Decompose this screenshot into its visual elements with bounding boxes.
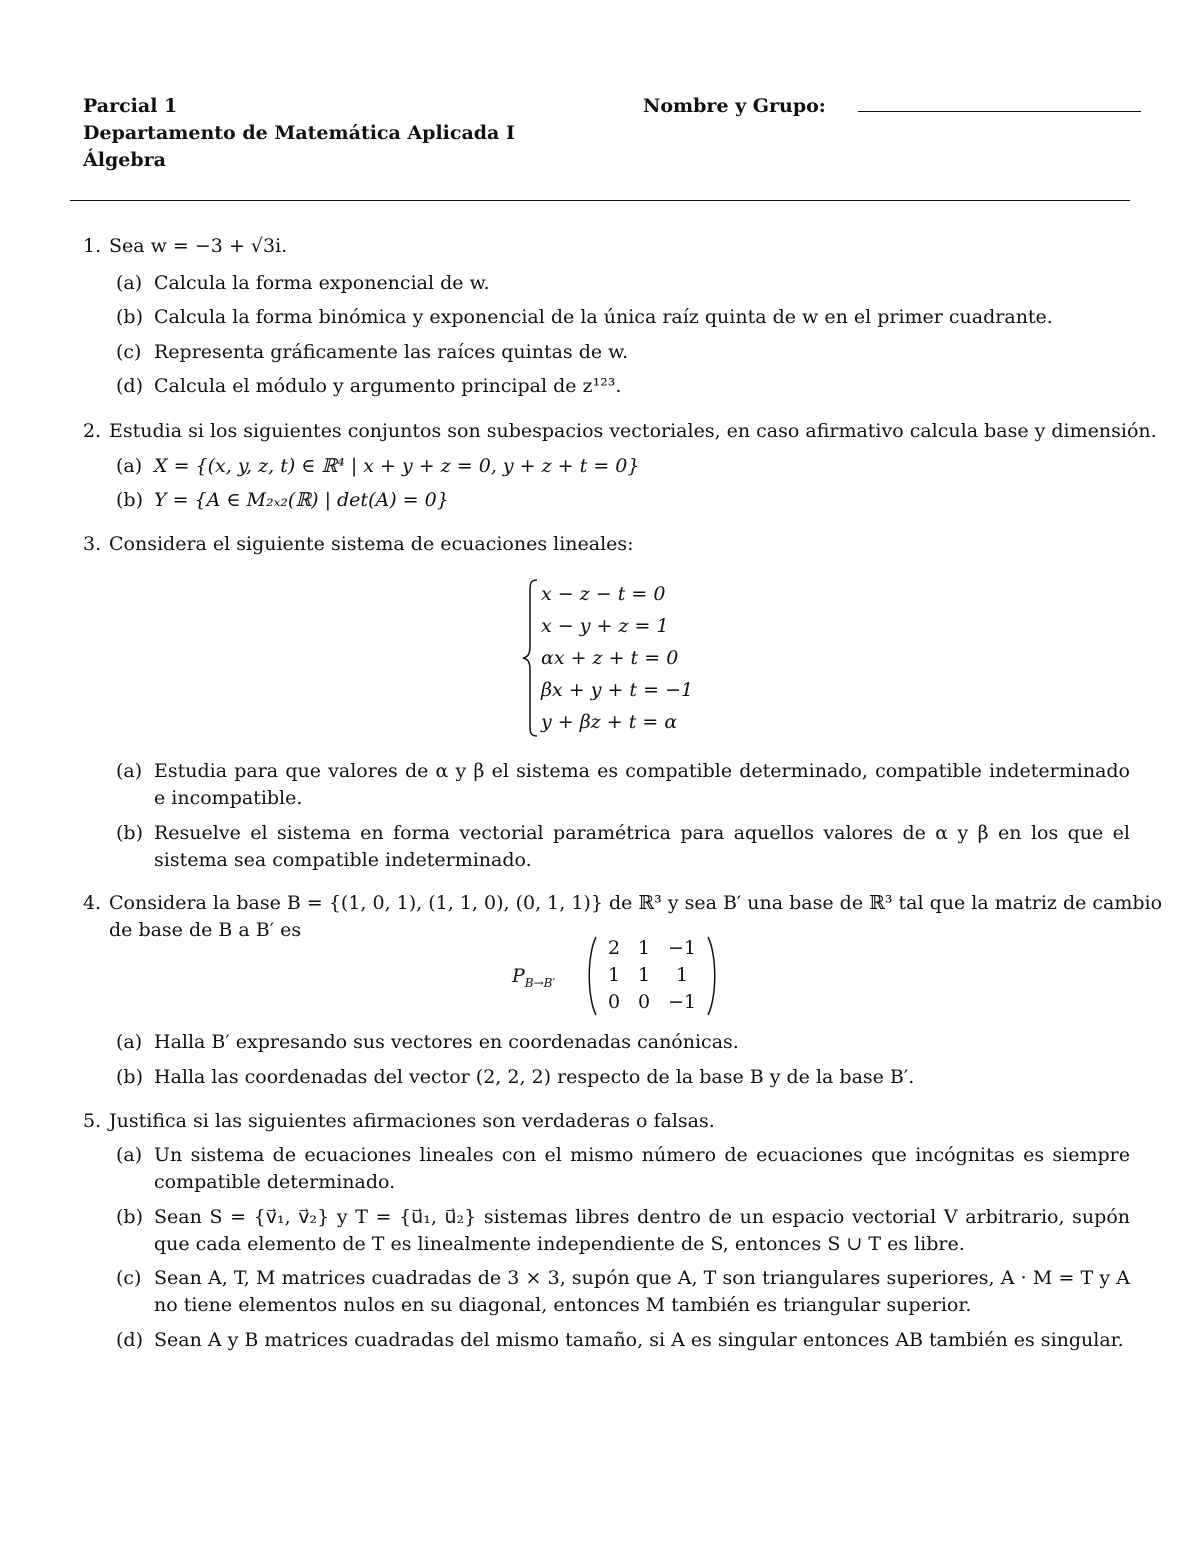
equation-3: αx + z + t = 0 <box>541 647 679 669</box>
equation-2: x − y + z = 1 <box>541 615 669 637</box>
subject-name: Álgebra <box>83 149 166 171</box>
problem-statement: Justifica si las siguientes afirmaciones son verdaderas o falsas. <box>109 1110 715 1132</box>
matrix-cell: 1 <box>637 937 651 959</box>
problem-statement: Estudia si los siguientes conjuntos son subespacios vectoriales, en caso afirmativo calcula base y dimensión. <box>109 420 1157 442</box>
matrix-cell: 0 <box>637 991 651 1013</box>
part-label: (a) <box>116 455 143 477</box>
matrix-cell: 1 <box>637 964 651 986</box>
part-label: (b) <box>116 489 143 511</box>
part-label: (b) <box>116 1206 143 1228</box>
part-text: Resuelve el sistema en forma vectorial paramétrica para aquellos valores de α y β en los que el sistema sea compatible indeterminado. <box>154 822 1130 871</box>
part-text: Sean S = {v⃗₁, v⃗₂} y T = {u⃗₁, u⃗₂} sistemas libres dentro de un espacio vectorial V arbitrario, supón que cada elemento de T es linealmente independiente de S, entonces S ∪ T es libre. <box>154 1206 1130 1255</box>
problem-statement: Considera la base B = {(1, 0, 1), (1, 1, 0), (0, 1, 1)} de ℝ³ y sea B′ una base de ℝ³ tal que la matriz de cambio <box>109 892 1163 914</box>
part-label: (a) <box>116 272 143 294</box>
part-label: (b) <box>116 306 143 328</box>
part-text: Un sistema de ecuaciones lineales con el mismo número de ecuaciones que incógnitas es siempre compatible determinado. <box>154 1144 1130 1193</box>
header-block <box>83 93 515 174</box>
problem-number: 2. <box>83 420 102 442</box>
matrix-subscript: B→B′ <box>524 975 556 990</box>
part-label: (d) <box>116 375 143 397</box>
problem-number: 4. <box>83 892 102 914</box>
part-text: Halla las coordenadas del vector (2, 2, 2) respecto de la base B y de la base B′. <box>154 1066 915 1088</box>
part-text: X = {(x, y, z, t) ∈ ℝ⁴ | x + y + z = 0, y + z + t = 0} <box>154 455 640 477</box>
part-label: (d) <box>116 1329 143 1351</box>
matrix-cell: 1 <box>607 964 621 986</box>
part-text: Sean A, T, M matrices cuadradas de 3 × 3, supón que A, T son triangulares superiores, A · M = T y A no tiene elementos nulos en su diagonal, entonces M también es triangular superior. <box>154 1267 1130 1316</box>
problem-statement: Considera el siguiente sistema de ecuaciones lineales: <box>109 533 634 555</box>
matrix-label <box>512 965 555 990</box>
part-text: Calcula la forma exponencial de w. <box>154 272 490 294</box>
name-group-label: Nombre y Grupo: <box>643 95 826 117</box>
part-text: Sean A y B matrices cuadradas del mismo tamaño, si A es singular entonces AB también es singular. <box>154 1329 1124 1351</box>
problem-statement-continued: de base de B a B′ es <box>109 919 302 941</box>
matrix-cell: −1 <box>667 991 696 1013</box>
part-text: Y = {A ∈ M₂ₓ₂(ℝ) | det(A) = 0} <box>154 489 449 511</box>
matrix-cell: −1 <box>667 937 696 959</box>
part-text: Calcula el módulo y argumento principal de z¹²³. <box>154 375 622 397</box>
matrix-symbol: P <box>512 965 525 987</box>
problem-statement: Sea w = −3 + √3i. <box>109 235 288 257</box>
right-paren-icon <box>706 935 720 1017</box>
part-label: (c) <box>116 1267 142 1289</box>
part-text: Halla B′ expresando sus vectores en coordenadas canónicas. <box>154 1031 739 1053</box>
equation-5: y + βz + t = α <box>541 711 678 733</box>
matrix-cell: 0 <box>607 991 621 1013</box>
part-label: (a) <box>116 1144 143 1166</box>
part-text: Calcula la forma binómica y exponencial de la única raíz quinta de w en el primer cuadrante. <box>154 306 1053 328</box>
part-text: Estudia para que valores de α y β el sistema es compatible determinado, compatible indeterminado e incompatible. <box>154 760 1130 809</box>
problem-number: 5. <box>83 1110 102 1132</box>
part-label: (a) <box>116 760 143 782</box>
part-label: (b) <box>116 822 143 844</box>
exam-title: Parcial 1 <box>83 95 178 117</box>
equation-4: βx + y + t = −1 <box>541 679 694 701</box>
header-divider <box>70 200 1130 201</box>
department-name: Departamento de Matemática Aplicada I <box>83 122 515 144</box>
matrix-cell: 1 <box>675 964 689 986</box>
problem-number: 3. <box>83 533 102 555</box>
part-label: (b) <box>116 1066 143 1088</box>
part-label: (a) <box>116 1031 143 1053</box>
part-text: Representa gráficamente las raíces quintas de w. <box>154 341 629 363</box>
part-label: (c) <box>116 341 142 363</box>
name-group-field-line[interactable] <box>858 111 1141 112</box>
equation-1: x − z − t = 0 <box>541 583 666 605</box>
left-brace-icon <box>521 578 539 738</box>
matrix-cell: 2 <box>607 937 621 959</box>
problem-number: 1. <box>83 235 102 257</box>
